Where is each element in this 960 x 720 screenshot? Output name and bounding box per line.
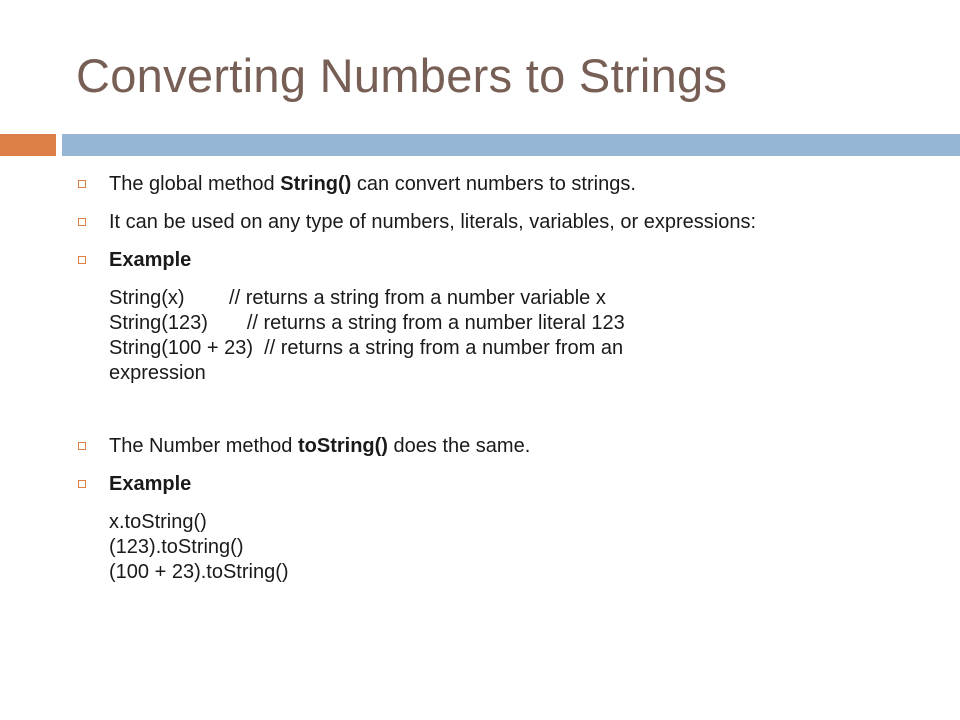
bullet-string-method (76, 172, 876, 197)
spacer (76, 399, 876, 434)
code-line: (123).toString() (109, 536, 244, 558)
square-bullet-icon (78, 442, 86, 450)
code-example-2 (76, 510, 876, 585)
bullet-text-post: does the same. (387, 435, 531, 457)
slide-content (76, 172, 876, 598)
bullet-text-pre: The Number method (109, 435, 298, 457)
bullet-text-post: can convert numbers to strings. (351, 173, 636, 195)
code-line: String(x) // returns a string from a number variable x (109, 287, 606, 309)
bullet-text-bold: Example (109, 249, 192, 271)
square-bullet-icon (78, 218, 86, 226)
code-line: String(100 + 23) // returns a string from a number from an (109, 337, 624, 359)
bullet-text-pre: The global method (109, 173, 281, 195)
code-example-1 (76, 286, 876, 386)
accent-bar (0, 134, 56, 156)
code-line: (100 + 23).toString() (109, 561, 289, 583)
square-bullet-icon (78, 480, 86, 488)
bullet-text: It can be used on any type of numbers, literals, variables, or expressions: (109, 211, 757, 233)
slide-title: Converting Numbers to Strings (76, 49, 728, 102)
bullet-text-bold: Example (109, 473, 192, 495)
bullet-tostring-method (76, 434, 876, 459)
square-bullet-icon (78, 256, 86, 264)
code-line: x.toString() (109, 511, 207, 533)
bullet-example-2 (76, 472, 876, 497)
bullet-any-type (76, 210, 876, 235)
square-bullet-icon (78, 180, 86, 188)
title-divider-bar (62, 134, 960, 156)
bullet-example-1 (76, 248, 876, 273)
bullet-text-bold: toString() (297, 435, 388, 457)
code-line: String(123) // returns a string from a number literal 123 (109, 312, 625, 334)
bullet-text-bold: String() (280, 173, 352, 195)
code-line: expression (109, 362, 206, 384)
